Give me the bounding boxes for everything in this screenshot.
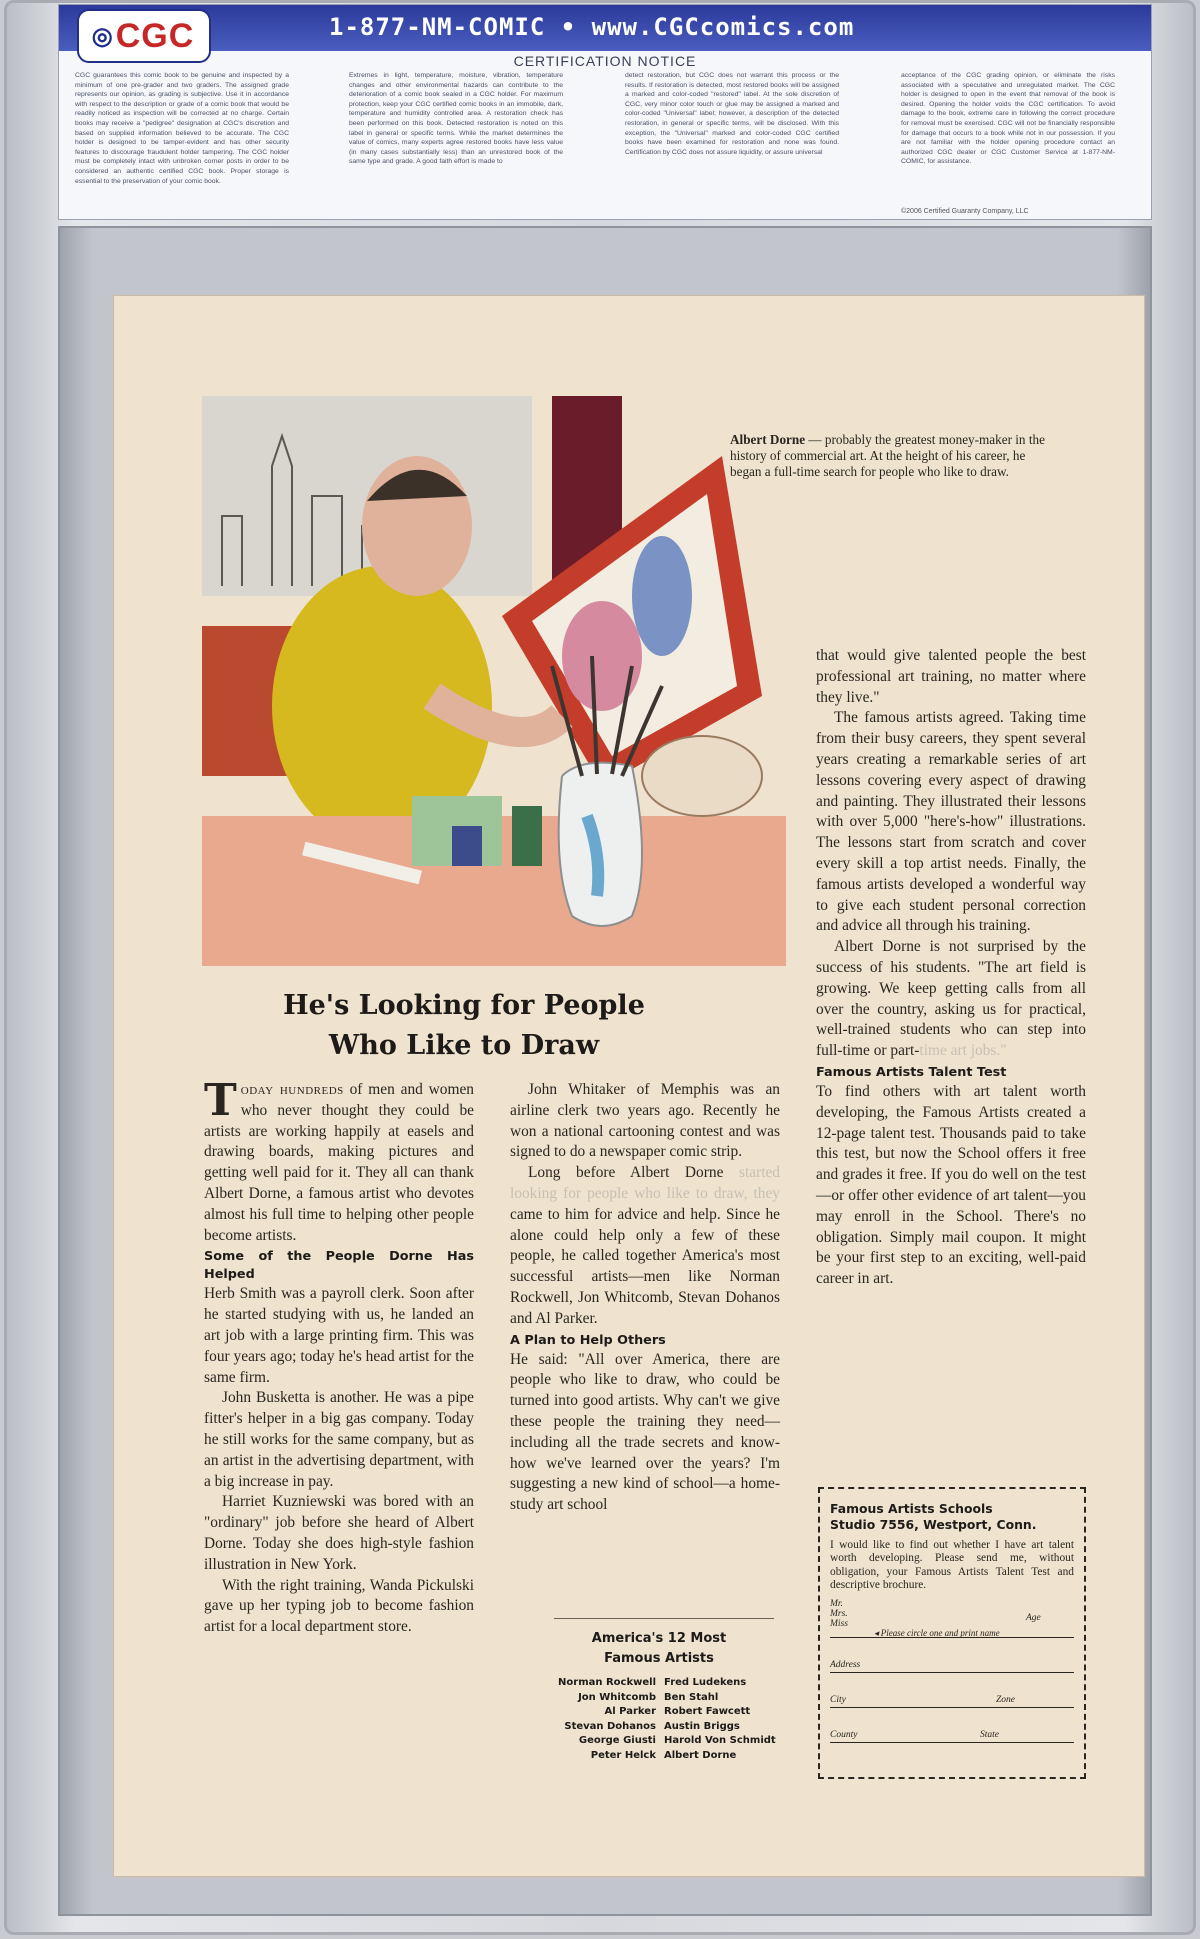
label-copyright: ©2006 Certified Guaranty Company, LLC xyxy=(901,208,1029,215)
faded-text: started looking for people who like to draw, they xyxy=(510,1164,780,1202)
artist-row xyxy=(512,1720,812,1735)
coupon-address-label: Address xyxy=(830,1659,861,1670)
paragraph: The famous artists agreed. Taking time from their busy careers, they spent several years creating a remarkable series of art lessons covering every aspect of drawing and painting. They illustrated their lessons with over 5,000 "here's-how" illustrations. The lessons start from scratch and cover every skill a top artist needs. Finally, the famous artists developed a wonderful way to give each student personal correction and advice all through his training. xyxy=(816,709,1086,935)
cgc-slab xyxy=(4,0,1196,1935)
coupon-zone-label: Zone xyxy=(996,1694,1015,1705)
section-heading: Some of the People Dorne Has Helped xyxy=(204,1249,474,1283)
coupon-city-line xyxy=(830,1677,1074,1708)
artist-name: Stevan Dohanos xyxy=(564,1720,656,1732)
article-column-middle xyxy=(510,1080,780,1516)
artist-name: Albert Dorne xyxy=(664,1749,737,1761)
certification-title: CERTIFICATION NOTICE xyxy=(513,53,697,69)
famous-artists-title-line-1: America's 12 Most xyxy=(591,1631,727,1646)
salutation-miss: Miss xyxy=(830,1618,848,1629)
albert-dorne-illustration xyxy=(202,396,786,966)
coupon-name-line xyxy=(830,1597,1074,1638)
salutation-mrs: Mrs. xyxy=(830,1608,848,1619)
coupon-age-label: Age xyxy=(1026,1612,1041,1623)
drop-cap: T xyxy=(204,1075,237,1126)
illustration-caption xyxy=(730,432,1060,480)
famous-artists-title xyxy=(524,1629,794,1669)
fine-print-col-2: Extremes in light, temperature, moisture, vibration, temperature changes and other environmental hazards can contribute to the deterioration of a comic book sealed in a CGC holder. For maximum protection, keep your CGC certified comic books in an immobile, dark, temperature and humidity controlled area. A restoration check has been performed on this book. Detected restoration is noted on this label in general or specific terms. While the market determines the value of comics, many experts agree restored books have less value (in many cases substantially less) than an unrestored book of the same type and grade. A good faith effort is made to xyxy=(349,72,563,166)
artist-row xyxy=(512,1734,812,1749)
ad-headline xyxy=(214,986,714,1066)
artist-name: Austin Briggs xyxy=(664,1720,740,1732)
artist-row xyxy=(512,1691,812,1706)
artist-name: Al Parker xyxy=(604,1706,656,1718)
paragraph xyxy=(816,937,1086,1062)
cgc-label xyxy=(58,4,1152,220)
coupon-state-label: State xyxy=(980,1729,999,1740)
artist-name: Jon Whitcomb xyxy=(578,1691,656,1703)
paragraph xyxy=(204,1075,474,1246)
caption-name: Albert Dorne xyxy=(730,432,806,447)
caption-text: — probably the greatest money-maker in the history of commercial art. At the height of his career, he began a full-time search for people who like to draw. xyxy=(730,432,1045,479)
artist-name: George Giusti xyxy=(578,1735,656,1747)
coupon-hint: ◂ Please circle one and print name xyxy=(874,1627,1000,1638)
paragraph: With the right training, Wanda Pickulski gave up her typing job to become fashion artist for a local department store. xyxy=(204,1576,474,1636)
section-heading: Famous Artists Talent Test xyxy=(816,1064,1007,1080)
mail-coupon xyxy=(818,1487,1086,1779)
artist-name: Norman Rockwell xyxy=(558,1677,656,1688)
paragraph-text: came to him for advice and help. Since he alone could help only a few of these people, he called together America's most successful artists—men like Norman Rockwell, Jon Whitcomb, Stevan Dohanos and Al Parker. xyxy=(510,1205,780,1327)
comic-back-cover xyxy=(114,296,1144,1876)
artist-row xyxy=(512,1749,812,1764)
logo-text: CGC xyxy=(115,16,195,55)
paragraph xyxy=(510,1163,780,1329)
coupon-address-line xyxy=(830,1642,1074,1673)
fine-print-col-4: acceptance of the CGC grading opinion, or eliminate the risks associated with a speculative and unregulated market. The CGC holder is designed to open in the event that removal of the book is desired. Opening the holder voids the CGC certification. To avoid damage to the book, extreme care in following the correct procedure for removal must be exercised. CGC will not be financially responsible for damage that occurs to a book while not in our possession. If you are not familiar with the holder opening procedure contact an authorized CGC dealer or CGC Customer Service at 1-877-NM-COMIC, for assistance. xyxy=(901,72,1115,166)
artist-name: Harold Von Schmidt xyxy=(664,1735,776,1747)
paragraph: Herb Smith was a payroll clerk. Soon after he started studying with us, he landed an art job with a large printing firm. This was four years ago; today he's head artist for the same firm. xyxy=(204,1285,474,1386)
fine-print-col-3: detect restoration, but CGC does not warrant this process or the results. If restoration is detected, most restored books will be assigned a marked and color-coded "restored" label. At the sole discretion of CGC, very minor color touch or glue may be assigned a marked and color-coded "Universal" label; however, a description of the detected restoration, in general or specific terms, will be disclosed. With this exception, the "Universal" marked and color-coded CGC certified books have been examined for restoration and none was found. Certification by CGC does not assure liquidity, or assure universal xyxy=(625,72,839,156)
artist-row xyxy=(512,1676,812,1691)
paragraph: Harriet Kuzniewski was bored with an "ordinary" job before she heard of Albert Dorne. Today she does high-style fashion illustration in New York. xyxy=(204,1493,474,1573)
coupon-school-address: Studio 7556, Westport, Conn. xyxy=(830,1517,1037,1532)
paragraph-text: of men and women who never thought they could be artists are working happily at easels and drawing boards, making pictures and getting well paid for it. They all can thank Albert Dorne, a famous artist who devotes almost his full time to helping other people become artists. xyxy=(204,1081,474,1244)
coupon-city-label: City xyxy=(830,1694,846,1705)
fine-print-col-1: CGC guarantees this comic book to be genuine and inspected by a minimum of one pre-grader and two graders. The assigned grade represents our opinion, as grading is subjective. Use it in accordance with respect to the description or grade of a comic book that would be readily noticed as inspection will be corrected at no charge. Certain books may receive a "pedigree" designation at CGC's discretion and based on supplied information believed to be accurate. The CGC holder is designed to be tamper-evident and has other security features to discourage fraudulent holder tampering. The CGC holder must be completely intact with unbroken corner posts in order to be considered an authentic certified CGC book. Proper storage is essential to the preservation of your comic book. xyxy=(75,72,289,185)
label-header-text: 1-877-NM-COMIC • www.CGCcomics.com xyxy=(329,13,855,41)
paragraph: John Busketta is another. He was a pipe fitter's helper in a big gas company. Today he still works for the same company, but as an artist in the advertising department, with a big increase in pay. xyxy=(204,1389,474,1490)
headline-line-1: He's Looking for People xyxy=(283,990,645,1021)
salutation-mr: Mr. xyxy=(830,1598,843,1609)
headline-line-2: Who Like to Draw xyxy=(328,1030,600,1061)
artist-name: Robert Fawcett xyxy=(664,1706,751,1718)
famous-artists-title-line-2: Famous Artists xyxy=(604,1651,714,1666)
artist-name: Ben Stahl xyxy=(664,1691,719,1703)
coupon-school-name: Famous Artists Schools xyxy=(830,1501,993,1516)
article-column-left xyxy=(204,1075,474,1638)
divider xyxy=(554,1618,774,1619)
coupon-county-label: County xyxy=(830,1729,858,1740)
coupon-body: I would like to find out whether I have art talent worth developing. Please send me, without obligation, your Famous Artists Talent Test and descriptive brochure. xyxy=(830,1539,1074,1592)
section-heading: A Plan to Help Others xyxy=(510,1332,666,1348)
faded-text: time art jobs." xyxy=(919,1042,1007,1060)
paragraph: To find others with art talent worth developing, the Famous Artists created a 12-page talent test. Thousands paid to take this test, but now the School offers it free and grades it free. If you do well on the test—or offer other evidence of art talent—you may enroll in the School. There's no obligation. Simply mail coupon. It might be your first step to an exciting, well-paid career in art. xyxy=(816,1082,1086,1288)
artist-row xyxy=(512,1705,812,1720)
coupon-county-line xyxy=(830,1712,1074,1743)
article-column-right xyxy=(816,646,1086,1290)
lead-small-caps: oday hundreds xyxy=(240,1081,344,1098)
paragraph: that would give talented people the best professional art training, no matter where they live." xyxy=(816,647,1086,706)
artist-name: Fred Ludekens xyxy=(664,1677,747,1688)
paragraph: He said: "All over America, there are people who like to draw, who could be turned into good artists. Why can't we give these people the training they need—including all the trade secrets and know-how we've learned over the years? I'm suggesting a new kind of school—a home-study art school xyxy=(510,1350,780,1514)
paragraph-text: Albert Dorne is not surprised by the success of his students. "The art field is growing. We keep getting calls from all over the country, asking us for practical, well-trained students who can step into full-time or part- xyxy=(816,938,1086,1060)
paragraph-text: Long before Albert Dorne xyxy=(528,1164,724,1182)
logo-mark: ◎ xyxy=(91,22,114,50)
coupon-salutation xyxy=(830,1599,848,1629)
paragraph: John Whitaker of Memphis was an airline clerk two years ago. Recently he won a national cartooning contest and was signed to do a newspaper comic strip. xyxy=(510,1081,780,1161)
artist-name: Peter Helck xyxy=(590,1749,656,1761)
famous-artists-list xyxy=(512,1676,812,1764)
